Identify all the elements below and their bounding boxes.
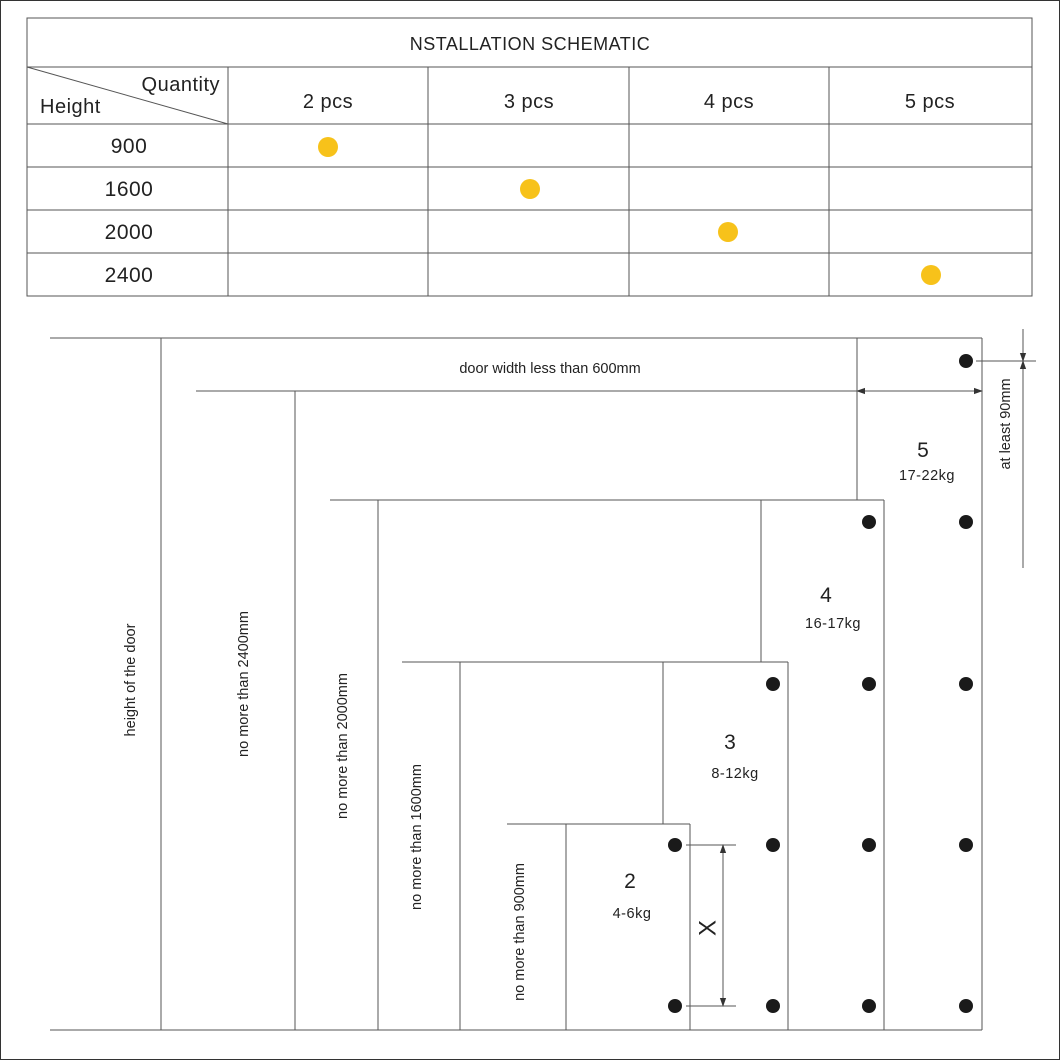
column-header: 5 pcs [904,91,956,113]
quantity-marker [921,265,941,285]
hinge-dot [959,999,973,1013]
panel-hinge-count: 4 [820,584,832,607]
door-height-label: height of the door [123,623,139,737]
quantity-marker [520,179,540,199]
hinge-dot [959,838,973,852]
column-header: 4 pcs [703,91,755,113]
column-header: 2 pcs [302,91,354,113]
min-offset-label: at least 90mm [998,378,1014,470]
row-height-label: 1600 [104,178,154,201]
panel-weight: 16-17kg [805,616,861,632]
hinge-dot [862,515,876,529]
height-limit-label: no more than 1600mm [409,764,425,910]
schematic-lines [50,329,1036,1030]
hinge-dot [862,677,876,691]
hinge-dot [766,999,780,1013]
quantity-marker [718,222,738,242]
hinge-dot [766,677,780,691]
hinge-dot [766,838,780,852]
panel-weight: 8-12kg [711,766,759,782]
hinge-dot [959,354,973,368]
installation-table [27,18,1032,296]
table-border [27,18,1032,296]
hinge-dot [959,515,973,529]
hinge-dot [959,677,973,691]
height-limit-label: no more than 2000mm [335,673,351,819]
panel-hinge-count: 5 [917,439,929,462]
height-limit-label: no more than 900mm [512,863,528,1001]
hinge-dot [862,838,876,852]
corner-height-label: Height [40,96,101,118]
table-title: NSTALLATION SCHEMATIC [409,34,651,54]
corner-quantity-label: Quantity [141,74,220,96]
column-header: 3 pcs [503,91,555,113]
panel-weight: 17-22kg [899,468,955,484]
height-limit-label: no more than 2400mm [236,611,252,757]
row-height-label: 2400 [104,264,154,287]
hinge-dot [668,838,682,852]
panel-hinge-count: 2 [624,870,636,893]
hinge-dot [668,999,682,1013]
door-width-label: door width less than 600mm [459,361,641,377]
row-height-label: 2000 [104,221,154,244]
panel-hinge-count: 3 [724,731,736,754]
row-height-label: 900 [110,135,148,158]
panel-weight: 4-6kg [612,906,652,922]
spacing-x-label: X [694,919,722,937]
quantity-marker [318,137,338,157]
hinge-dot [862,999,876,1013]
